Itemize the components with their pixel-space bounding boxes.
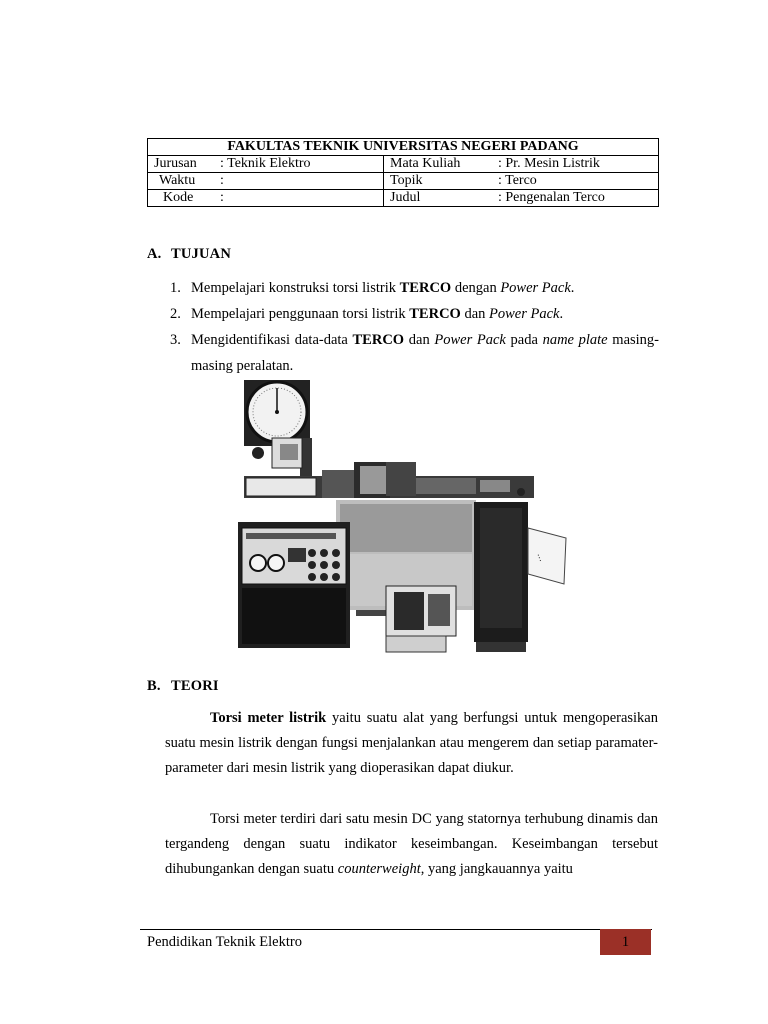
- list-item-number: 1.: [170, 280, 181, 296]
- label-topik: Topik: [390, 173, 423, 188]
- item-italic: Power Pack: [489, 306, 560, 322]
- list-item-number: 3.: [170, 332, 181, 348]
- label-waktu: Waktu: [159, 173, 196, 188]
- item-text: pada: [505, 332, 543, 348]
- value-mata-kuliah: : Pr. Mesin Listrik: [498, 156, 600, 171]
- item-text: Mempelajari penggunaan torsi listrik: [191, 306, 410, 322]
- header-cell-judul: [384, 190, 659, 207]
- item-italic: name plate: [542, 332, 608, 348]
- header-table: [147, 138, 659, 207]
- section-b-title: TEORI: [171, 678, 219, 694]
- list-item-number: 2.: [170, 306, 181, 322]
- counterweight-term: counterweight: [337, 861, 421, 877]
- header-cell-waktu: [148, 173, 384, 190]
- section-b-number: B.: [147, 678, 161, 694]
- label-judul: Judul: [390, 190, 421, 205]
- list-item: [170, 275, 659, 301]
- page-number: 1: [600, 929, 651, 955]
- section-a-title: TUJUAN: [171, 246, 232, 262]
- faculty-title: FAKULTAS TEKNIK UNIVERSITAS NEGERI PADANG: [148, 139, 659, 156]
- section-b-heading: [147, 678, 219, 695]
- list-item: [170, 301, 659, 327]
- value-kode: :: [220, 190, 224, 205]
- torsi-meter-term: Torsi meter listrik: [210, 710, 327, 726]
- item-bold: TERCO: [399, 280, 452, 296]
- header-cell-jurusan: [148, 156, 384, 173]
- section-a-heading: [147, 246, 231, 263]
- terco-equipment-photo: [236, 378, 568, 658]
- value-topik: : Terco: [498, 173, 537, 188]
- item-text: Mengidentifikasi data-data: [191, 332, 353, 348]
- value-waktu: :: [220, 173, 224, 188]
- label-kode: Kode: [163, 190, 194, 205]
- header-cell-mata-kuliah: [384, 156, 659, 173]
- teori-paragraph-1: [165, 706, 658, 781]
- tujuan-list: [170, 275, 659, 379]
- header-cell-kode: [148, 190, 384, 207]
- item-text: .: [559, 306, 564, 322]
- item-text: Mempelajari konstruksi torsi listrik: [191, 280, 400, 296]
- item-text: dan: [404, 332, 435, 348]
- paragraph-text: yaitu suatu alat yang berfungsi untuk mengoperasikan suatu mesin listrik dengan fungsi menjalankan atau mengerem dan setiap paramater-parameter dari mesin listrik yang dioperasikan dapat diukur.: [165, 710, 658, 776]
- section-a-number: A.: [147, 246, 162, 262]
- value-jurusan: : Teknik Elektro: [220, 156, 311, 171]
- item-italic: Power Pack: [434, 332, 506, 348]
- teori-paragraph-2: [165, 807, 658, 882]
- item-text: dengan: [451, 280, 501, 296]
- item-text: .: [570, 280, 575, 296]
- list-item: [170, 327, 659, 379]
- footer-divider: [140, 929, 652, 930]
- item-italic: Power Pack: [500, 280, 571, 296]
- paragraph-text: Torsi meter terdiri dari satu mesin DC yang statornya terhubung dinamis dan tergandeng dengan suatu indikator keseimbangan. Keseimbangan tersebut dihubungankan dengan suatu: [165, 811, 658, 877]
- item-bold: TERCO: [409, 306, 461, 322]
- value-judul: : Pengenalan Terco: [498, 190, 605, 205]
- item-text: dan: [460, 306, 490, 322]
- label-jurusan: Jurusan: [154, 156, 197, 171]
- label-mata-kuliah: Mata Kuliah: [390, 156, 461, 171]
- item-bold: TERCO: [352, 332, 405, 348]
- paragraph-text: , yang jangkauannya yaitu: [420, 861, 573, 877]
- item-text: masing-masing peralatan.: [191, 332, 659, 374]
- svg-text:...: ...: [534, 551, 547, 564]
- header-cell-topik: [384, 173, 659, 190]
- footer-department: Pendidikan Teknik Elektro: [147, 934, 302, 950]
